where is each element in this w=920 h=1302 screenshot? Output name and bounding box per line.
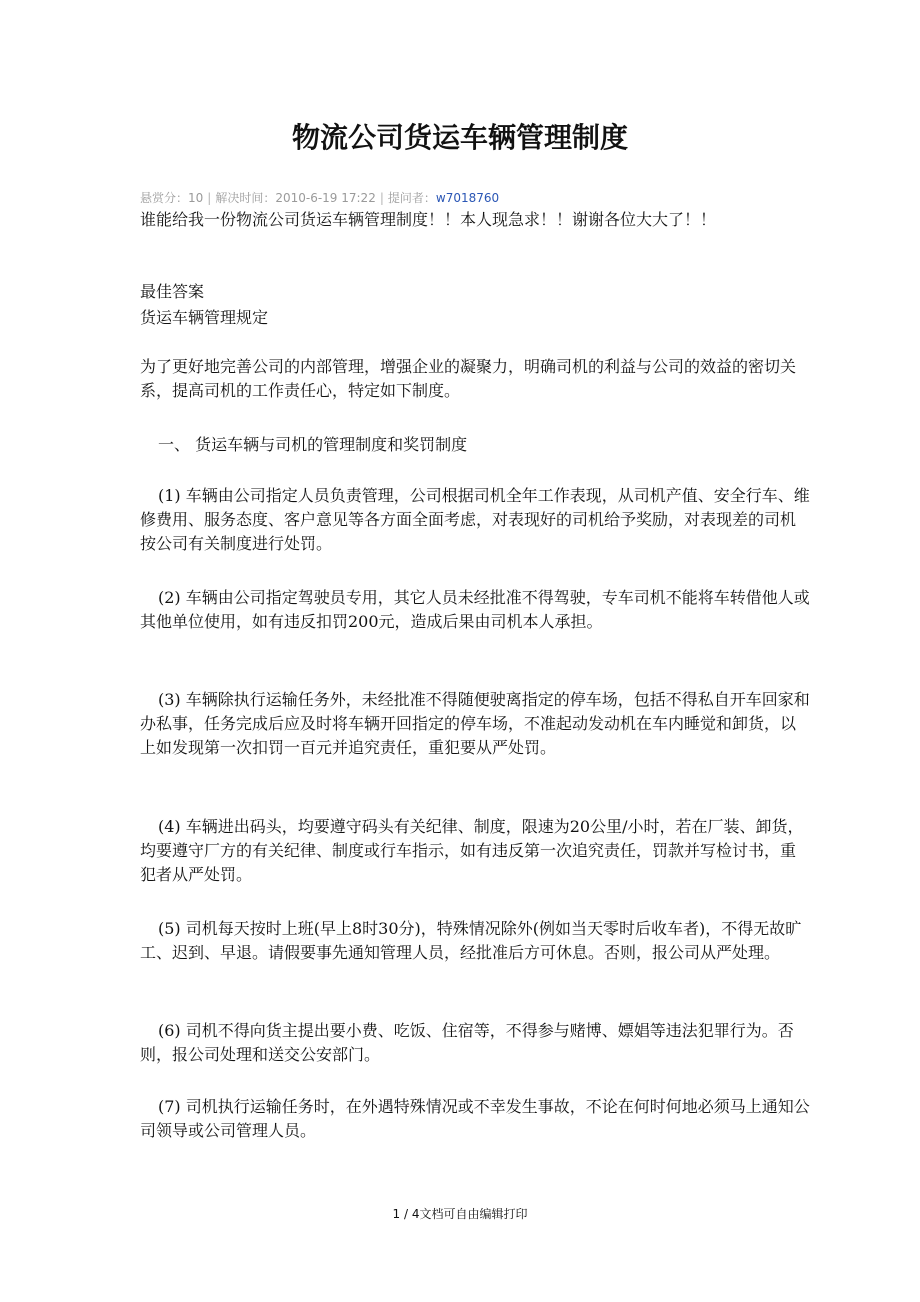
intro-paragraph: 为了更好地完善公司的内部管理，增强企业的凝聚力，明确司机的利益与公司的效益的密切关系，提高司机的工作责任心，特定如下制度。 <box>140 357 797 400</box>
best-answer-label: 最佳答案 <box>140 282 205 301</box>
question-text: 谁能给我一份物流公司货运车辆管理制度！！本人现急求！！谢谢各位大大了！！ <box>140 210 717 229</box>
rule-paragraph: (5) 司机每天按时上班(早上8时30分)，特殊情况除外(例如当天零时后收车者)，不得无故旷工、迟到、早退。请假要事先通知管理人员，经批准后方可休息。否则，报公司从严处理。 <box>140 919 802 962</box>
meta-separator: | <box>207 191 212 205</box>
section-heading: 一、 货运车辆与司机的管理制度和奖罚制度 <box>158 435 468 454</box>
reward-points: 悬赏分：10 <box>140 191 204 205</box>
rule-paragraph: (7) 司机执行运输任务时，在外遇特殊情况或不幸发生事故，不论在何时何地必须马上通知公司领导或公司管理人员。 <box>140 1097 810 1140</box>
rule-paragraph: (4) 车辆进出码头，均要遵守码头有关纪律、制度，限速为20公里/小时，若在厂装、卸货，均要遵守厂方的有关纪律、制度或行车指示，如有违反第一次追究责任，罚款并写检讨书，重犯者从严处罚。 <box>140 817 804 884</box>
rule-paragraph: (1) 车辆由公司指定人员负责管理，公司根据司机全年工作表现，从司机产值、安全行车、维修费用、服务态度、客户意见等各方面全面考虑，对表现好的司机给予奖励，对表现差的司机按公司有关制度进行处罚。 <box>140 486 810 553</box>
meta-separator: | <box>379 191 384 205</box>
question-meta <box>140 190 820 206</box>
rule-paragraph: (2) 车辆由公司指定驾驶员专用，其它人员未经批准不得驾驶，专车司机不能将车转借他人或其他单位使用，如有违反扣罚200元，造成后果由司机本人承担。 <box>140 588 810 631</box>
rule-paragraph: (3) 车辆除执行运输任务外，未经批准不得随便驶离指定的停车场，包括不得私自开车回家和办私事，任务完成后应及时将车辆开回指定的停车场，不准起动发动机在车内睡觉和卸货，以上如发现第一次扣罚一百元并追究责任，重犯要从严处罚。 <box>140 690 810 757</box>
asker-label: 提问者： <box>387 191 436 205</box>
solved-time: 解决时间：2010-6-19 17:22 <box>215 191 376 205</box>
answer-heading: 货运车辆管理规定 <box>140 308 269 327</box>
rule-paragraph: (6) 司机不得向货主提出要小费、吃饭、住宿等，不得参与赌博、嫖娼等违法犯罪行为。否则，报公司处理和送交公安部门。 <box>140 1021 794 1064</box>
page-footer: 1 / 4文档可自由编辑打印 <box>392 1207 528 1221</box>
document-title: 物流公司货运车辆管理制度 <box>291 121 628 154</box>
asker-name-link[interactable]: w7018760 <box>435 191 500 205</box>
